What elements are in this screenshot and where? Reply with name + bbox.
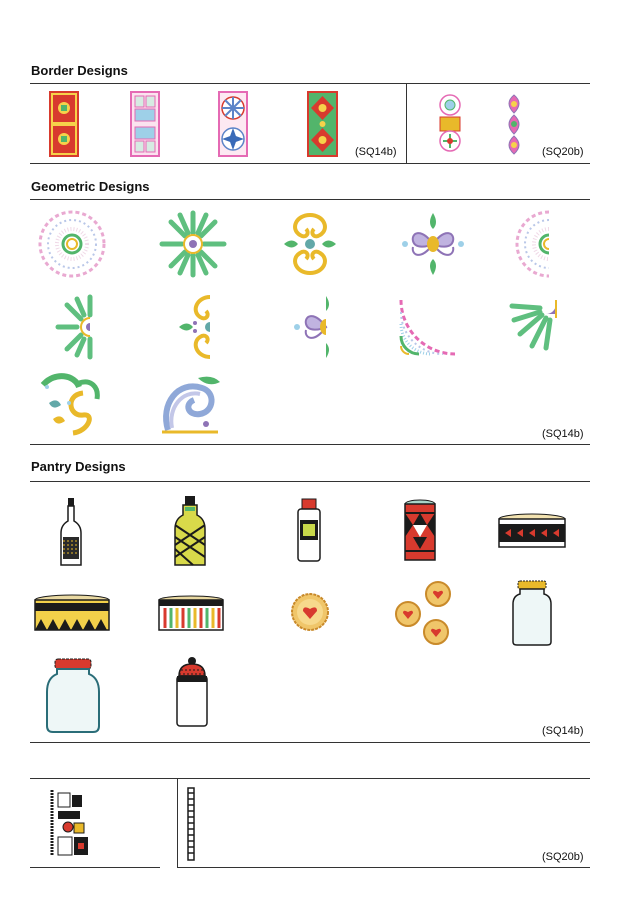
tin-wide-triangles[interactable] bbox=[33, 593, 111, 633]
pantry-code-sq14b: (SQ14b) bbox=[542, 725, 584, 737]
bottle-clear[interactable] bbox=[57, 497, 85, 567]
jar-small[interactable] bbox=[511, 580, 553, 646]
pantry-top-rule bbox=[30, 481, 590, 482]
bottom-code-sq20b: (SQ20b) bbox=[542, 851, 584, 863]
bottom-divider bbox=[177, 778, 178, 868]
half-yellow-scroll[interactable] bbox=[173, 293, 211, 361]
cookie-single[interactable] bbox=[290, 592, 330, 632]
pantry-bottom-rule bbox=[30, 742, 590, 743]
tin-striped[interactable] bbox=[157, 594, 225, 632]
pantry-shelf-border[interactable] bbox=[50, 789, 92, 857]
border-top-rule bbox=[30, 83, 590, 84]
tin-canister[interactable] bbox=[403, 499, 437, 563]
narrow-border-strip[interactable] bbox=[187, 787, 195, 861]
border-code-sq20b: (SQ20b) bbox=[542, 146, 584, 158]
border-designs-title: Border Designs bbox=[31, 63, 128, 78]
cookies-trio[interactable] bbox=[394, 580, 452, 646]
border-code-sq14b: (SQ14b) bbox=[355, 146, 397, 158]
border-bottom-rule bbox=[30, 163, 590, 164]
circle-yellow-scroll[interactable] bbox=[276, 209, 344, 279]
quarter-green-sunburst[interactable] bbox=[506, 298, 558, 352]
jar-wide[interactable] bbox=[45, 658, 101, 734]
geometric-code-sq14b: (SQ14b) bbox=[542, 428, 584, 440]
half-dotted-rosette[interactable] bbox=[514, 209, 550, 279]
circle-green-sunburst[interactable] bbox=[158, 209, 228, 279]
corner-yellow-scroll[interactable] bbox=[39, 373, 105, 435]
bottom-left-rule bbox=[30, 867, 160, 868]
border-tall-medallion[interactable] bbox=[434, 93, 466, 156]
geometric-bottom-rule bbox=[30, 444, 590, 445]
tin-lid-red[interactable] bbox=[497, 512, 567, 550]
border-tall-pink[interactable] bbox=[503, 93, 525, 156]
bottom-top-rule bbox=[30, 778, 590, 779]
border-tile-green[interactable] bbox=[307, 91, 338, 157]
corner-blue-swirl[interactable] bbox=[158, 374, 222, 434]
quarter-dotted-rosette[interactable] bbox=[399, 298, 457, 356]
pantry-designs-title: Pantry Designs bbox=[31, 459, 126, 474]
border-divider bbox=[406, 83, 407, 163]
border-tile-red[interactable] bbox=[49, 91, 79, 157]
half-green-sunburst[interactable] bbox=[55, 293, 91, 361]
border-tile-blue-star[interactable] bbox=[218, 91, 248, 157]
bottle-patterned[interactable] bbox=[173, 495, 207, 567]
half-purple-knot[interactable] bbox=[291, 293, 327, 361]
jar-apothecary[interactable] bbox=[175, 656, 209, 728]
geometric-top-rule bbox=[30, 199, 590, 200]
circle-purple-knot[interactable] bbox=[399, 209, 467, 279]
border-tile-pink[interactable] bbox=[130, 91, 160, 157]
bottom-right-rule bbox=[177, 867, 590, 868]
circle-dotted-rosette[interactable] bbox=[37, 209, 107, 279]
geometric-designs-title: Geometric Designs bbox=[31, 179, 150, 194]
spice-jar[interactable] bbox=[296, 498, 322, 562]
